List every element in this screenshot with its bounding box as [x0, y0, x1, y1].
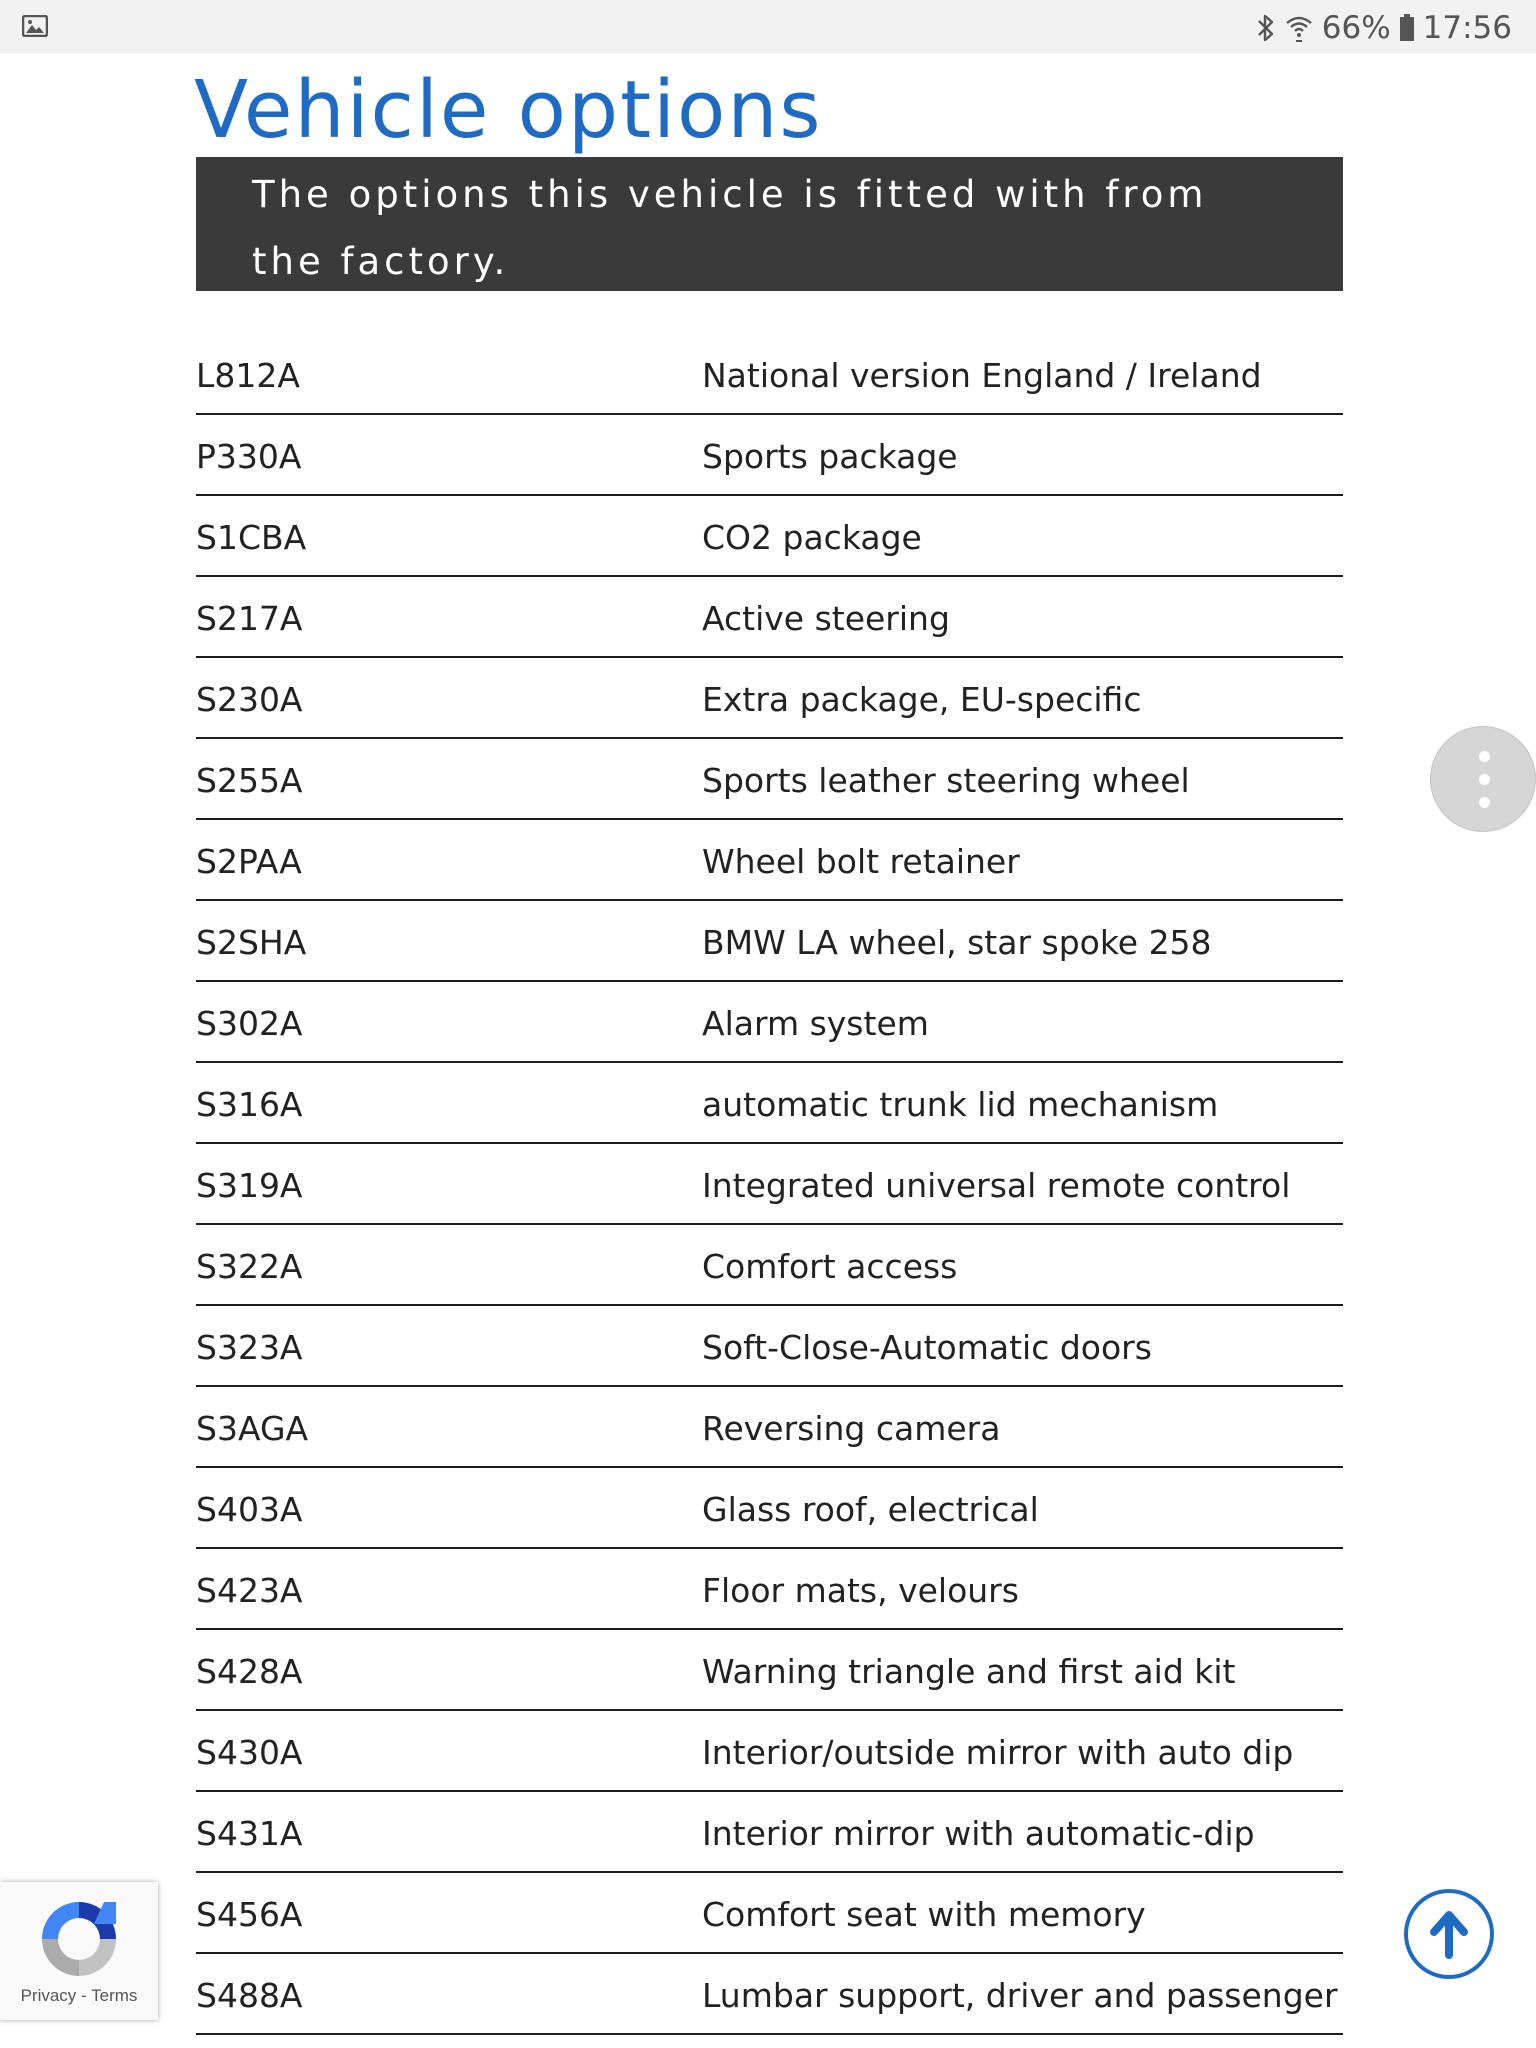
option-row	[196, 901, 1343, 982]
option-code: S428A	[196, 1652, 303, 1691]
option-row	[196, 739, 1343, 820]
options-list	[196, 334, 1343, 2035]
option-description: Alarm system	[702, 1004, 929, 1043]
option-description: Comfort seat with memory	[702, 1895, 1146, 1934]
option-row	[196, 1144, 1343, 1225]
status-indicators	[1256, 8, 1512, 48]
option-description: Reversing camera	[702, 1409, 1001, 1448]
option-row	[196, 577, 1343, 658]
option-description: Extra package, EU-specific	[702, 680, 1142, 719]
subtitle-text: The options this vehicle is fitted with from the factory.	[252, 173, 1208, 283]
option-code: S323A	[196, 1328, 303, 1367]
option-code: S319A	[196, 1166, 303, 1205]
option-row	[196, 1063, 1343, 1144]
option-row	[196, 1954, 1343, 2035]
option-row	[196, 334, 1343, 415]
option-code: S302A	[196, 1004, 303, 1043]
option-row	[196, 1711, 1343, 1792]
option-row	[196, 1630, 1343, 1711]
option-code: S1CBA	[196, 518, 307, 557]
bluetooth-icon	[1256, 13, 1276, 43]
option-code: S2PAA	[196, 842, 302, 881]
privacy-link[interactable]: Privacy	[20, 1986, 77, 2005]
option-row	[196, 1387, 1343, 1468]
status-bar	[0, 0, 1536, 54]
subtitle-banner	[196, 157, 1343, 291]
option-code: S316A	[196, 1085, 303, 1124]
option-code: S403A	[196, 1490, 303, 1529]
option-code: S255A	[196, 761, 303, 800]
option-code: P330A	[196, 437, 302, 476]
option-row	[196, 415, 1343, 496]
back-to-top-button[interactable]	[1404, 1889, 1494, 1979]
option-code: S431A	[196, 1814, 303, 1853]
option-description: Interior/outside mirror with auto dip	[702, 1733, 1294, 1772]
option-description: CO2 package	[702, 518, 922, 557]
option-description: BMW LA wheel, star spoke 258	[702, 923, 1212, 962]
terms-link[interactable]: Terms	[91, 1986, 138, 2005]
option-row	[196, 820, 1343, 901]
option-row	[196, 1792, 1343, 1873]
option-description: Sports package	[702, 437, 958, 476]
option-code: S488A	[196, 1976, 303, 2015]
option-description: Floor mats, velours	[702, 1571, 1019, 1610]
option-code: S2SHA	[196, 923, 307, 962]
link-separator: -	[76, 1986, 92, 2005]
option-description: Glass roof, electrical	[702, 1490, 1039, 1529]
option-description: Lumbar support, driver and passenger	[702, 1976, 1338, 2015]
recaptcha-logo-icon	[34, 1894, 124, 1984]
option-description: Wheel bolt retainer	[702, 842, 1020, 881]
image-icon	[22, 15, 48, 37]
option-description: Comfort access	[702, 1247, 958, 1286]
option-description: Sports leather steering wheel	[702, 761, 1190, 800]
option-description: Soft-Close-Automatic doors	[702, 1328, 1152, 1367]
option-row	[196, 496, 1343, 577]
battery-percent: 66%	[1321, 10, 1391, 46]
option-description: National version England / Ireland	[702, 356, 1262, 395]
option-code: S456A	[196, 1895, 303, 1934]
option-code: S423A	[196, 1571, 303, 1610]
wifi-icon	[1284, 13, 1314, 43]
option-row	[196, 658, 1343, 739]
status-time: 17:56	[1422, 10, 1512, 46]
option-description: Warning triangle and first aid kit	[702, 1652, 1236, 1691]
option-code: L812A	[196, 356, 300, 395]
recaptcha-badge	[0, 1882, 158, 2020]
option-row	[196, 982, 1343, 1063]
recaptcha-links	[0, 1986, 158, 2006]
option-description: automatic trunk lid mechanism	[702, 1085, 1219, 1124]
option-row	[196, 1468, 1343, 1549]
option-code: S230A	[196, 680, 303, 719]
option-code: S217A	[196, 599, 303, 638]
option-description: Active steering	[702, 599, 950, 638]
option-code: S322A	[196, 1247, 303, 1286]
floating-menu-button[interactable]	[1430, 726, 1536, 832]
option-code: S3AGA	[196, 1409, 309, 1448]
battery-icon	[1399, 14, 1415, 42]
option-code: S430A	[196, 1733, 303, 1772]
option-row	[196, 1225, 1343, 1306]
option-description: Integrated universal remote control	[702, 1166, 1291, 1205]
option-row	[196, 1306, 1343, 1387]
option-row	[196, 1549, 1343, 1630]
arrow-up-icon	[1408, 1893, 1490, 1975]
option-description: Interior mirror with automatic-dip	[702, 1814, 1255, 1853]
page-title: Vehicle options	[194, 64, 823, 156]
option-row	[196, 1873, 1343, 1954]
